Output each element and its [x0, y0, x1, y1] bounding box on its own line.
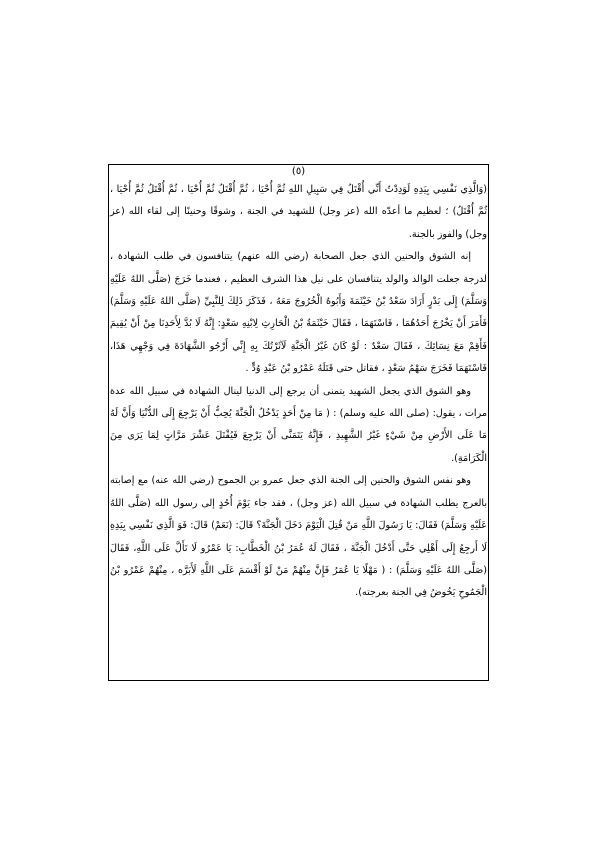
page-content: [110, 165, 487, 605]
paragraph-martyr-return-wish: وهو الشوق الذي يجعل الشهيد يتمنى أن يرجع إلى الدنيا لينال الشهادة في سبيل الله عدة مرات ، يقول: (صلى الله عليه وسلم) : ( مَا مِنْ أَحَدٍ يَدْخُلُ الْجَنَّةَ يُحِبُّ أَنْ يَرْجِعَ إِلَى الدُّنْيَا وَأَنَّ لَهُ مَا عَلَى الأَرْضِ مِنْ شَيْءٍ غَيْرُ الشَّهِيدِ ، فَإِنَّهُ يَتَمَنَّى أَنْ يَرْجِعَ فَيُقْتَلَ عَشْرَ مَرَّاتٍ لِمَا يَرَى مِنَ الْكَرَامَةِ).: [110, 385, 487, 464]
paragraph-hadith-martyrdom-wish: (وَالَّذِي نَفْسِي بِيَدِهِ لَوَدِدْتُ أَنِّي أُقْتَلُ فِي سَبِيلِ اللهِ ثُمَّ أُحْيَا ، ثُمَّ أُقْتَلُ ثُمَّ أُحْيَا ، ثُمَّ أُقْتَلُ ثُمَّ أُحْيَا ، ثُمَّ أُقْتَلُ) ؛ لعظيم ما أعدّه الله (عز وجل) للشهيد في الجنة ، وشوقًا وحنينًا إلى لقاء الله (عز وجل) والفوز بالجنة.: [110, 184, 487, 240]
page-number: (٥): [291, 166, 306, 177]
paragraph-amr-ibn-aljamuh: وهو نفس الشوق والحنين إلى الجنة الذي جعل عمرو بن الجموح (رضي الله عنه) مع إصابته بالعرج يطلب الشهادة في سبيل الله (عز وجل) ، فقد جاء يَوْمَ أُحُدٍ إلى رسول الله (صَلَّى اللهُ عَلَيْهِ وَسَلَّمَ) فَقَالَ: يَا رَسُولَ اللَّهِ مَنْ قُتِلَ الْيَوْمَ دَخَلَ الْجَنَّةَ؟ قَالَ: (نَعَمْ) قَالَ: فَوَ الَّذِي نَفْسِي بِيَدِهِ لَا أَرجِعُ إِلَى أَهْلِي حَتَّى أَدْخُلَ الْجَنَّةَ ، فَقَالَ لَهُ عُمَرُ بْنُ الْخَطَّابِ: يَا عَمْرُو لَا تَأَلَّ عَلَى اللَّهِ، فَقَالَ (صَلَّى اللهُ عَلَيْهِ وَسَلَّمَ) : ( مَهْلًا يَا عُمَرُ فَإِنَّ مِنْهُمْ مَنْ لَوْ أَقْسَمَ عَلَى اللَّهِ لَأَبَرَّه ، مِنْهُمْ عَمْرُو بْنُ الْجَمُوحِ يَخُوضُ فِي الجنة بعرجته).: [110, 475, 487, 599]
paragraph-companions-competition: إنه الشوق والحنين الذي جعل الصحابة (رضي الله عنهم) يتنافسون في طلب الشهادة ، لدرجة جعلت الوالد والولد يتنافسان على نيل هذا الشرف العظيم ، فعندما خَرَجَ (صَلَّى اللهُ عَلَيْهِ وَسَلَّمَ) إِلَى بَدْرٍ أَرَادَ سَعْدُ بْنُ خَيْثَمَةَ وَأَبُوهُ الْخُرُوجَ مَعَهُ ، فَذَكَرَ ذَلِكَ لِلنَّبِيِّ (صَلَّى اللهُ عَلَيْهِ وَسَلَّمَ) فَأَمَرَ أَنْ يَخْرُجَ أَحَدُهُمَا ، فَاسْتَهَمَا ، فَقَالَ خَيْثَمَةُ بْنُ الْحَارِثِ لِابْنِهِ سَعْدٍ: إِنَّهُ لَا بُدَّ لِأَحَدِنَا مِنْ أَنْ يُقِيمَ فَأَقِمْ مَعَ نِسَائِكَ ، فَقَالَ سَعْدٌ : لَوْ كَانَ غَيْرُ الْجَنَّةِ لَآثَرْتُكَ بِهِ إِنِّي أَرْجُو الشَّهَادَةَ فِي وَجْهِي هَذَا، فَاسْتَهَمَا فَخَرَجَ سَهْمُ سَعْدٍ ، فقاتل حتى قَتَلَهُ عَمْرُو بْنُ عَبْدِ وُدٍّ .: [110, 251, 487, 375]
